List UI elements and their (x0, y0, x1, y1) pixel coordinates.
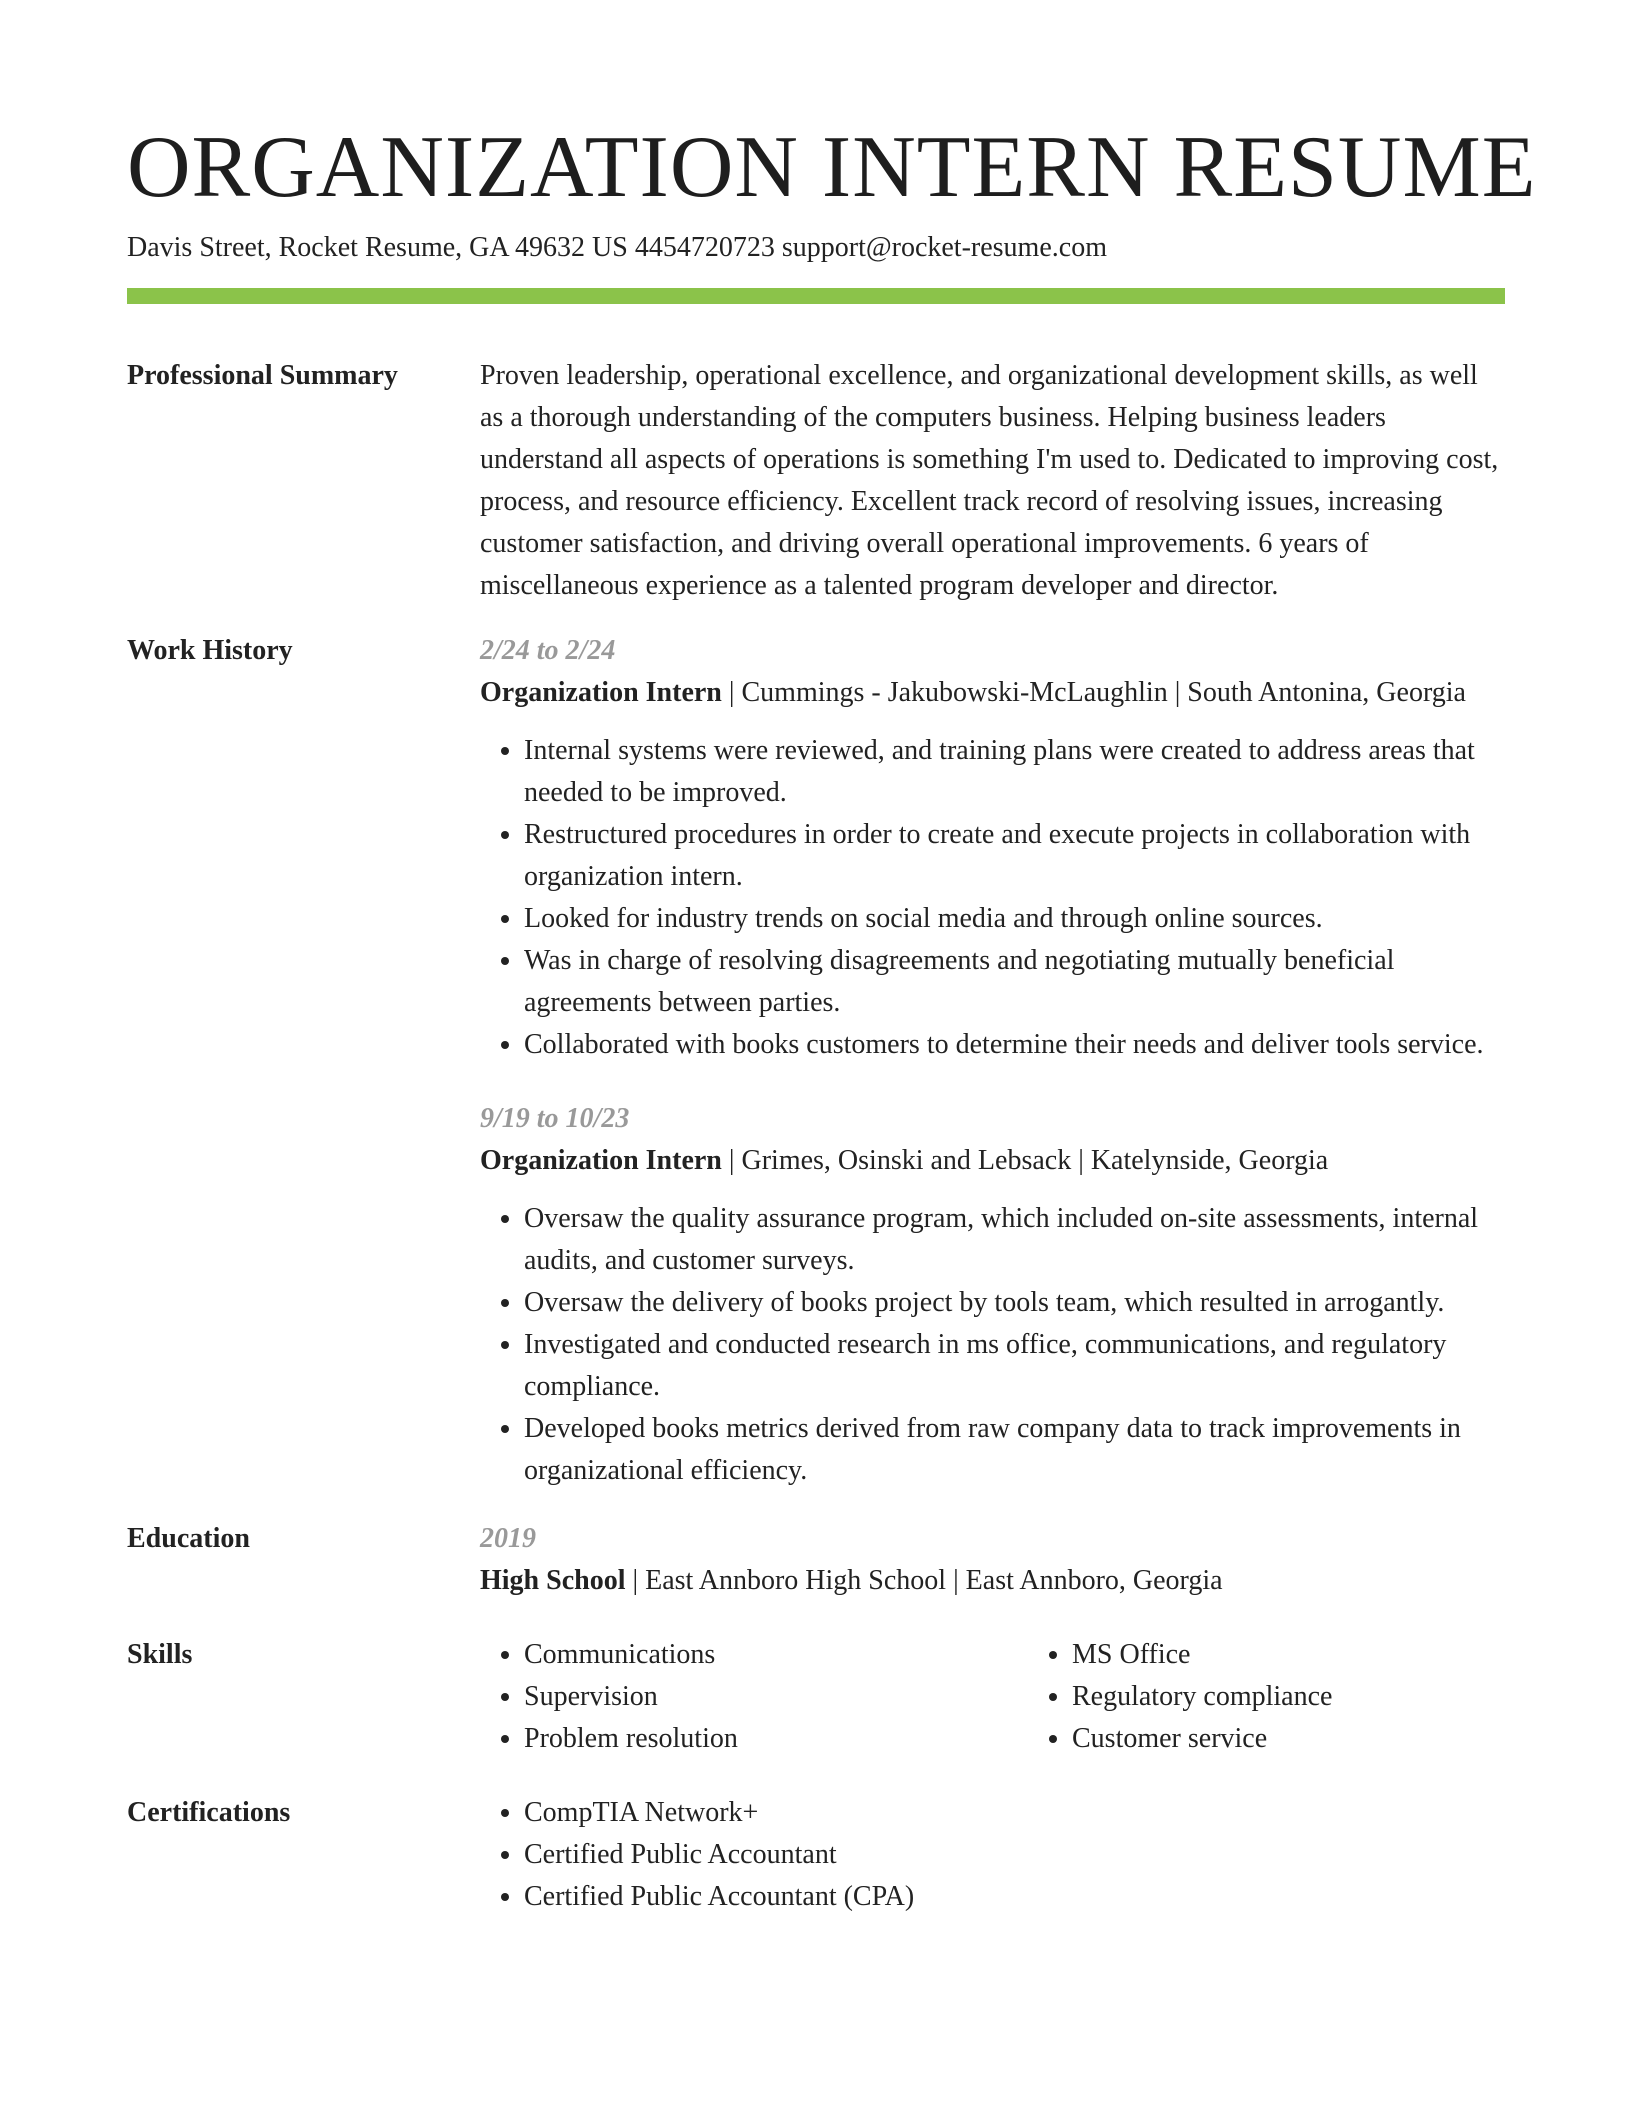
job-title: Organization Intern (480, 1145, 722, 1176)
skill-item: • Problem resolution (524, 1718, 1028, 1760)
resume-page (127, 118, 1537, 1918)
job-bullet: • Oversaw the quality assurance program, which included on-site assessments, internal audits, and customer surveys. (524, 1198, 1505, 1282)
job-bullet: • Oversaw the delivery of books project by tools team, which resulted in arrogantly. (524, 1282, 1505, 1324)
education-body (480, 1518, 1505, 1602)
job-dates: 9/19 to 10/23 (480, 1103, 630, 1134)
job-bullet: • Restructured procedures in order to create and execute projects in collaboration with organization intern. (524, 814, 1505, 898)
section-heading-summary: Professional Summary (127, 360, 398, 391)
job-bullet: • Investigated and conducted research in ms office, communications, and regulatory compliance. (524, 1324, 1505, 1408)
job-bullet-list (480, 730, 1505, 1066)
skills-list-right (1028, 1634, 1505, 1760)
job-heading (480, 1140, 1505, 1182)
job-details: | Cummings - Jakubowski-McLaughlin | South Antonina, Georgia (721, 677, 1466, 708)
education-year: 2019 (480, 1523, 536, 1554)
skill-item: • Communications (524, 1634, 1028, 1676)
skill-item: • Regulatory compliance (1072, 1676, 1505, 1718)
skills-grid (480, 1634, 1505, 1760)
section-heading-work-history: Work History (127, 635, 293, 666)
job-bullet: • Collaborated with books customers to determine their needs and deliver tools service. (524, 1024, 1505, 1066)
education-heading (480, 1560, 1505, 1602)
job-entry (480, 630, 1505, 1066)
skills-list-left (480, 1634, 1028, 1760)
certifications-list (480, 1792, 1505, 1918)
summary-text: Proven leadership, operational excellence, and organizational development skills, as well as a thorough understanding of the computers business. Helping business leaders understand all aspects of operations is something I'm used to. Dedicated to improving cost, process, and resource efficiency. Excellent track record of resolving issues, increasing customer satisfaction, and driving overall operational improvements. 6 years of miscellaneous experience as a talented program developer and director. (480, 360, 1499, 601)
job-bullet-list (480, 1198, 1505, 1492)
work-history-section (127, 630, 1505, 1492)
job-bullet: • Was in charge of resolving disagreements and negotiating mutually beneficial agreements between parties. (524, 940, 1505, 1024)
accent-divider (127, 288, 1505, 304)
certifications-section (127, 1792, 1505, 1918)
certifications-body (480, 1792, 1505, 1918)
skills-section (127, 1634, 1505, 1760)
section-heading-certifications: Certifications (127, 1797, 291, 1828)
job-entry (480, 1098, 1505, 1492)
job-heading (480, 672, 1505, 714)
job-title: Organization Intern (480, 677, 722, 708)
skill-item: • Supervision (524, 1676, 1028, 1718)
certification-item: • Certified Public Accountant (524, 1834, 1505, 1876)
job-dates: 2/24 to 2/24 (480, 635, 616, 666)
job-bullet: • Looked for industry trends on social media and through online sources. (524, 898, 1505, 940)
skills-body (480, 1634, 1505, 1760)
contact-info: Davis Street, Rocket Resume, GA 49632 US 4454720723 support@rocket-resume.com (127, 232, 1107, 263)
job-bullet: • Internal systems were reviewed, and training plans were created to address areas that needed to be improved. (524, 730, 1505, 814)
skill-item: • MS Office (1072, 1634, 1505, 1676)
certification-item: • CompTIA Network+ (524, 1792, 1505, 1834)
resume-title: ORGANIZATION INTERN RESUME (127, 119, 1537, 216)
education-degree: High School (480, 1565, 626, 1596)
job-details: | Grimes, Osinski and Lebsack | Katelynside, Georgia (721, 1145, 1329, 1176)
job-bullet: • Developed books metrics derived from raw company data to track improvements in organizational efficiency. (524, 1408, 1505, 1492)
section-heading-education: Education (127, 1523, 250, 1554)
education-details: | East Annboro High School | East Annboro, Georgia (625, 1565, 1223, 1596)
section-heading-skills: Skills (127, 1639, 193, 1670)
certification-item: • Certified Public Accountant (CPA) (524, 1876, 1505, 1918)
education-section (127, 1518, 1505, 1602)
summary-section (127, 355, 1505, 607)
work-history-body (480, 630, 1505, 1492)
skill-item: • Customer service (1072, 1718, 1505, 1760)
